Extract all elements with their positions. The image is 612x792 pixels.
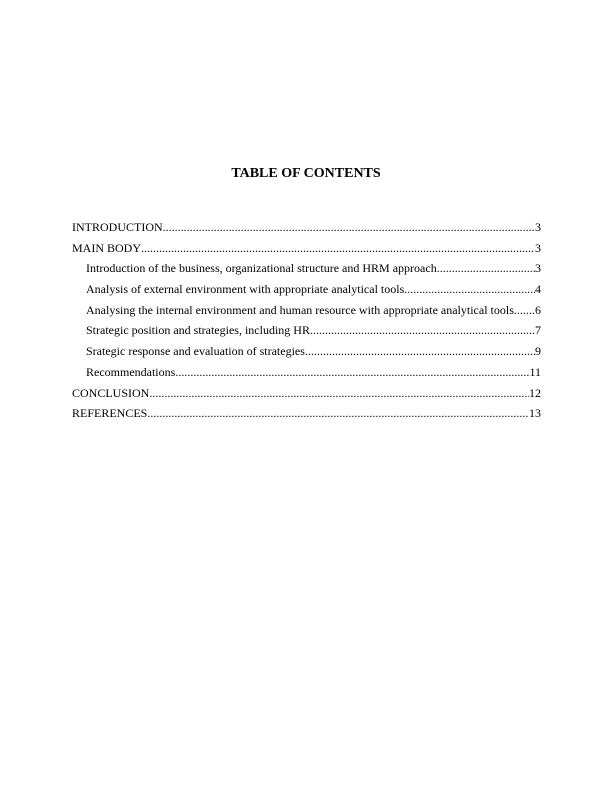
toc-page-number: 3 (535, 261, 541, 276)
toc-page-number: 9 (535, 344, 541, 359)
toc-entry-text: Analysis of external environment with appropriate analytical tools (86, 282, 405, 297)
toc-dot-leader (163, 220, 535, 234)
toc-entry-text: INTRODUCTION (72, 220, 163, 234)
toc-page-number: 4 (535, 282, 541, 297)
toc-entry-introduction[interactable] (72, 220, 541, 241)
toc-page-number: 11 (529, 364, 541, 379)
toc-entry-text: Strategic position and strategies, including HR (86, 323, 310, 338)
toc-dot-leader (141, 241, 535, 255)
toc-entry-text: Analysing the internal environment and human resource with appropriate analytical tools (86, 302, 514, 317)
toc-entry-main-body[interactable] (72, 241, 541, 262)
toc-title: TABLE OF CONTENTS (231, 166, 381, 181)
toc-entry-internal-environment[interactable] (72, 303, 541, 324)
toc-entry-text: Srategic response and evaluation of strategies (86, 344, 305, 359)
toc-dot-leader (310, 323, 535, 337)
toc-entry-external-environment[interactable] (72, 282, 541, 303)
toc-dot-leader (514, 303, 535, 317)
toc-entry-text: CONCLUSION (72, 385, 150, 400)
toc-entry-strategic-position[interactable] (72, 323, 541, 344)
toc-entry-recommendations[interactable] (72, 365, 541, 386)
toc-page-number: 6 (535, 302, 541, 317)
toc-entry-text: MAIN BODY (72, 240, 141, 255)
toc-page-number: 3 (535, 220, 541, 234)
toc-page-number: 13 (529, 406, 541, 421)
toc-entry-text: Recommendations (86, 364, 176, 379)
toc-dot-leader (175, 365, 529, 379)
toc-dot-leader (149, 386, 529, 400)
toc-entry-text: REFERENCES (72, 406, 148, 421)
toc-dot-leader (147, 406, 529, 420)
toc-dot-leader (305, 344, 535, 358)
toc-entry-business-introduction[interactable] (72, 261, 541, 282)
toc-dot-leader (404, 282, 535, 296)
toc-page-number: 12 (529, 385, 541, 400)
toc-dot-leader (437, 261, 535, 275)
toc-page-number: 7 (535, 323, 541, 338)
toc-entry-strategic-response[interactable] (72, 344, 541, 365)
toc-entry-conclusion[interactable] (72, 386, 541, 407)
toc-entry-references[interactable] (72, 406, 541, 427)
toc-list (72, 220, 541, 427)
toc-entry-text: Introduction of the business, organizational structure and HRM approach (86, 261, 437, 276)
toc-page-number: 3 (535, 240, 541, 255)
